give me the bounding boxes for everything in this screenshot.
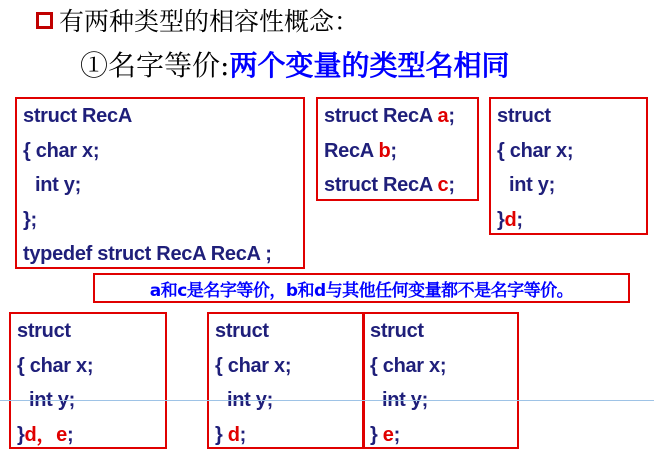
code-box-anonymous-struct-d-e <box>9 312 167 449</box>
code-box-anonymous-struct-e <box>362 312 519 449</box>
code-line-c <box>324 168 477 203</box>
code-box-reca-definition <box>15 97 305 269</box>
code-line: { char x; <box>215 354 292 377</box>
code-line-b <box>324 134 477 169</box>
semicolon: ; <box>239 423 247 446</box>
hollow-square-bullet-icon <box>36 12 53 29</box>
slide-subheading <box>80 44 509 84</box>
code-line: }; <box>23 208 37 231</box>
closing-brace: } <box>370 423 383 446</box>
variable-names: d，e <box>24 423 67 446</box>
semicolon: ; <box>448 105 455 127</box>
code-line: typedef struct RecA RecA ; <box>23 243 272 265</box>
code-line-closing <box>370 418 517 449</box>
closing-brace: } <box>215 423 228 446</box>
code-line: struct <box>370 320 424 342</box>
code-line-text: int y; <box>227 389 273 411</box>
subheading-prefix: ①名字等价: <box>80 49 230 82</box>
code-line <box>497 168 646 203</box>
code-line: struct <box>215 320 269 342</box>
code-line: { char x; <box>497 139 574 162</box>
variable-name: d <box>227 423 240 446</box>
variable-name: e <box>382 423 394 446</box>
code-line-text: int y; <box>35 174 81 196</box>
heading-text: 有两种类型的相容性概念： <box>59 7 360 36</box>
code-line-closing <box>215 418 363 449</box>
semicolon: ; <box>516 208 523 231</box>
semicolon: ; <box>393 423 400 446</box>
code-line: struct <box>17 320 71 342</box>
footer-divider <box>0 400 654 401</box>
semicolon: ; <box>448 174 455 196</box>
variable-name: b <box>378 139 391 162</box>
code-line <box>23 168 303 203</box>
variable-name: d <box>504 208 517 231</box>
code-line: struct <box>497 105 551 127</box>
code-line: { char x; <box>370 354 447 377</box>
closing-brace: } <box>17 423 25 446</box>
code-box-variables-abc <box>316 97 479 201</box>
variable-name: a <box>437 105 449 127</box>
code-text: RecA <box>324 139 379 162</box>
code-text: struct RecA <box>324 174 438 196</box>
code-line-closing <box>17 418 165 449</box>
closing-brace: } <box>497 208 505 231</box>
code-line: { char x; <box>23 139 100 162</box>
code-line: struct RecA <box>23 105 132 127</box>
variable-name: c <box>437 174 449 196</box>
code-text: struct RecA <box>324 105 438 127</box>
explanation-note: a和c是名字等价，b和d与其他任何变量都不是名字等价。 <box>93 273 630 303</box>
code-line: { char x; <box>17 354 94 377</box>
code-line-text: int y; <box>382 389 428 411</box>
semicolon: ; <box>390 139 397 162</box>
code-line-a <box>324 99 477 134</box>
code-line-text: int y; <box>509 174 555 196</box>
code-box-anonymous-struct-d <box>489 97 648 235</box>
code-line-text: int y; <box>29 389 75 411</box>
slide-heading <box>36 4 359 36</box>
code-line-closing <box>497 203 646 238</box>
semicolon: ; <box>66 423 74 446</box>
subheading-emphasis: 两个变量的类型名相同 <box>229 49 510 82</box>
code-box-anonymous-struct-d-2 <box>207 312 365 449</box>
